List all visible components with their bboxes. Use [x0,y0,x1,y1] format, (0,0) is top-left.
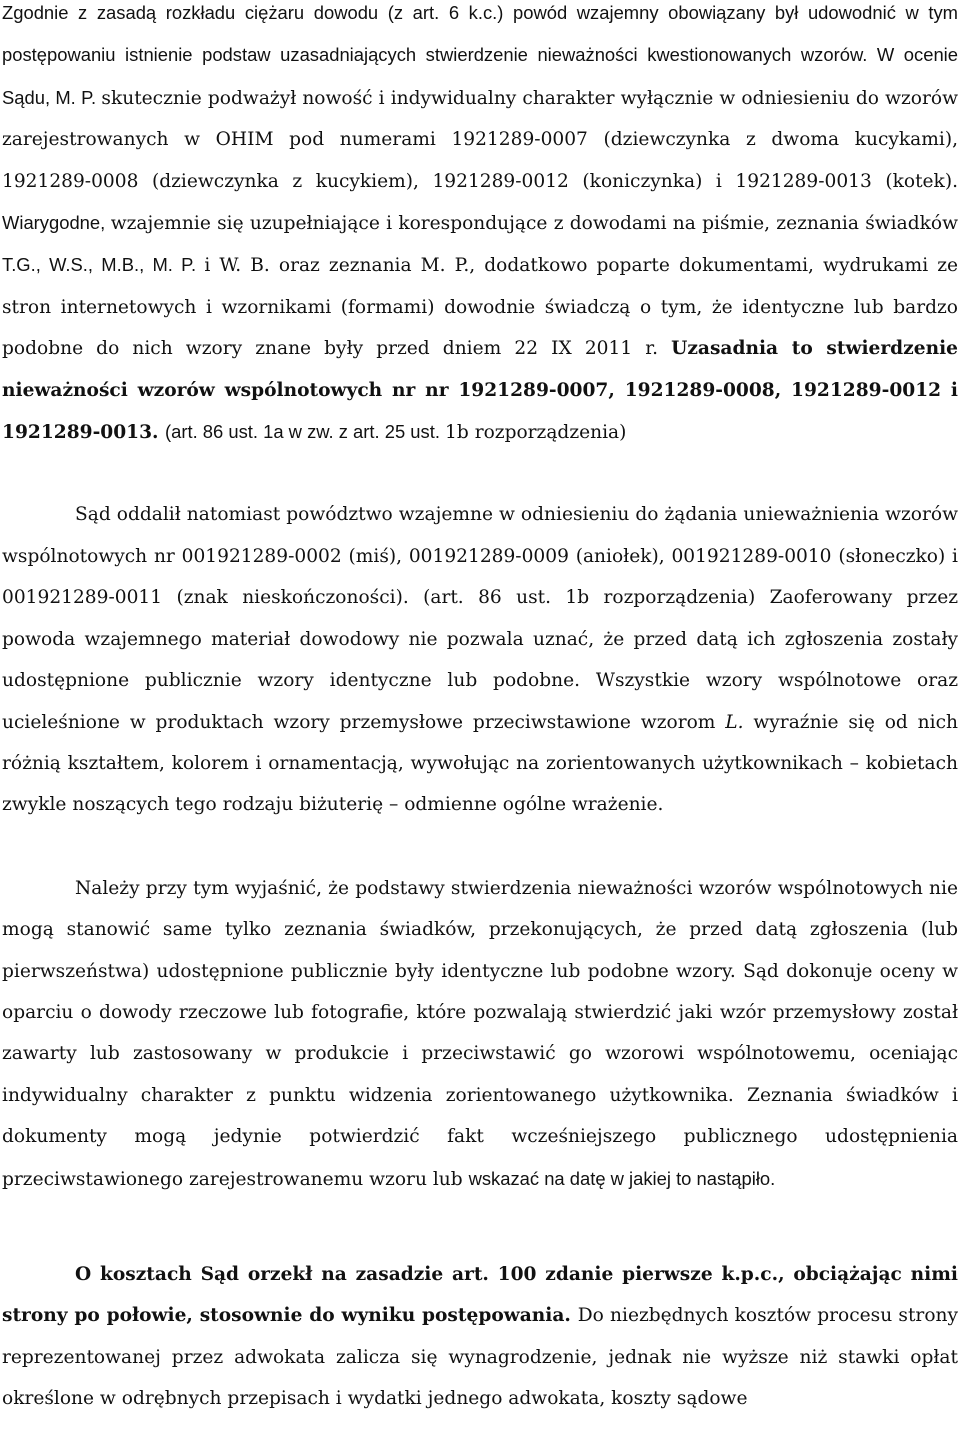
text-run: skutecznie podważył nowość i indywidualny charakter wyłącznie w odniesieniu do wzorów zarejestrowanych w OHIM pod numerami 1921289-0007 (dziewczynka z dwoma kucykami), 1921289-0008 (dziewczynka z kucykiem), 1921289-0012 (koniczynka) i 1921289-0013 (kotek). [2,87,958,192]
text-run: (art. 86 ust. 1a w zw. z art. 25 ust. [164,421,446,443]
text-run: Zgodnie z zasadą rozkładu ciężaru dowodu (z art. 6 k.c.) powód wzajemny obowiązany był udowodnić w tym postępowaniu istnienie podstaw uzasadniających stwierdzenie nieważności kwestionowanych wzorów. W ocenie Sądu, M. P. [2,2,958,108]
bold-text-run: O kosztach Sąd orzekł na zasadzie art. 100 zdanie pierwsze k.p.c., obciążając nimi strony po połowie, stosownie do wyniku postępowania. [2,1263,958,1327]
text-run: Sąd oddalił natomiast powództwo wzajemne w odniesieniu do żądania unieważnienia wzorów wspólnotowych nr 001921289-0002 (miś), 001921289-0009 (aniołek), 001921289-0010 (słoneczko) i 001921289-0011 (znak nieskończoności). (art. 86 ust. 1b rozporządzenia) Zaoferowany przez powoda wzajemnego materiał dowodowy nie pozwala uznać, że przed datą ich zgłoszenia zostały udostępnione publicznie wzory identyczne lub podobne. Wszystkie wzory wspólnotowe oraz ucieleśnione w produktach wzory przemysłowe przeciwstawione wzorom [2,504,958,733]
text-run: 1b rozporządzenia) [445,422,627,444]
text-run: Należy przy tym wyjaśnić, że podstawy stwierdzenia nieważności wzorów wspólnotowych nie mogą stanowić same tylko zeznania świadków, przekonujących, że przed datą zgłoszenia (lub pierwszeństwa) udostępnione publicznie były identyczne lub podobne wzory. Sąd dokonuje oceny w oparciu o dowody rzeczowe lub fotografie, które pozwalają stwierdzić jaki wzór przemysłowy został zawarty lub zastosowany w produkcie i przeciwstawić go wzorowi wspólnotowemu, oceniając indywidualny charakter z punktu widzenia zorientowanego użytkownika. Zeznania świadków i dokumenty mogą jedynie potwierdzić fakt wcześniejszego publicznego udostępnienia przeciwstawionego zarejestrowanemu wzoru lub [2,877,958,1190]
paragraph-evidence-explanation [2,868,958,1200]
text-run: T.G., W.S., M.B., M. P. [2,254,205,276]
text-run: Wiarygodne, [2,212,111,234]
text-run: wzajemnie się uzupełniające i korespondujące z dowodami na piśmie, zeznania świadków [110,213,958,235]
text-run: wyraźnie się od nich różnią kształtem, kolorem i ornamentacją, wywołując na zorientowanych użytkownikach – kobietach zwykle noszących tego rodzaju biżuterię – odmienne ogólne wrażenie. [2,711,958,816]
paragraph-costs [2,1254,958,1420]
paragraph-counterclaim-dismissed [2,494,958,825]
italic-text-run: L. [725,711,744,733]
text-run: Do niezbędnych kosztów procesu strony reprezentowanej przez adwokata zalicza się wynagrodzenie, jednak nie wyższe niż stawki opłat określone w odrębnych przepisach i wydatki jednego adwokata, koszty sądowe [2,1305,958,1410]
paragraph-burden-of-proof [2,0,958,453]
bold-text-run: Uzasadnia to stwierdzenie nieważności wzorów wspólnotowych nr nr 1921289-0007, 1921289-0008, 1921289-0012 i 1921289-0013. [2,338,958,444]
text-run: wskazać na datę w jakiej to nastąpiło. [468,1167,776,1189]
text-run: i W. B. oraz zeznania M. P., dodatkowo poparte dokumentami, wydrukami ze stron internetowych i wzornikami (formami) dowodnie świadczą o tym, że identyczne lub bardzo podobne do nich wzory znane były przed dniem 22 IX 2011 r. [2,255,959,360]
